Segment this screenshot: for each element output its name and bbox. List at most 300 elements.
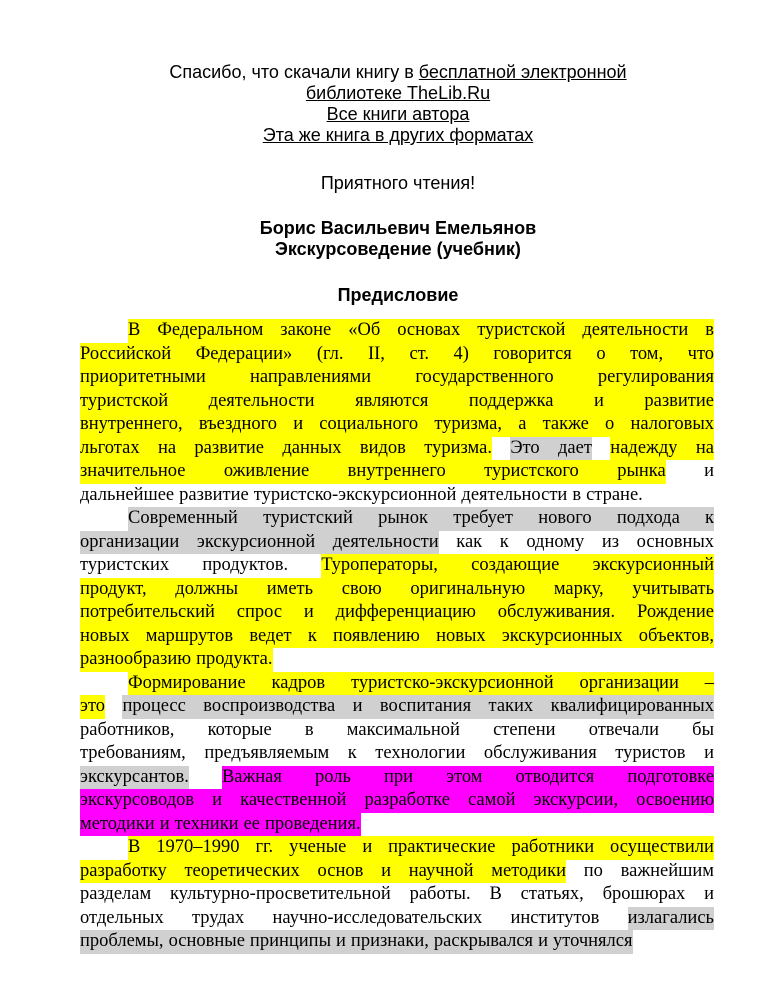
word: предъявляемым — [204, 743, 330, 763]
word: принципы — [250, 930, 331, 954]
word: о — [605, 413, 614, 437]
text-line — [80, 554, 714, 578]
word: методики — [491, 860, 566, 884]
word-gap — [471, 883, 490, 907]
word: новых — [436, 625, 486, 649]
word: оригинальную — [410, 578, 525, 602]
paragraph — [80, 319, 714, 507]
word: В — [128, 836, 140, 860]
word: появлению — [333, 625, 420, 649]
word-gap — [105, 695, 122, 719]
word: Современный — [128, 507, 238, 531]
word: бы — [692, 719, 715, 740]
word-gap — [342, 437, 360, 461]
word: являются — [355, 390, 428, 414]
word-gap — [556, 719, 589, 743]
word: трудах — [191, 907, 245, 928]
word: социального — [319, 413, 418, 437]
word: ее — [244, 813, 260, 837]
word: Туроператоры, — [321, 554, 438, 578]
word-gap — [335, 695, 352, 719]
word-gap — [513, 507, 538, 531]
thanks-line-3 — [80, 104, 716, 125]
word-gap — [343, 343, 368, 367]
word: степени — [493, 719, 556, 740]
thanks-line-2 — [80, 83, 716, 104]
word-gap — [526, 413, 542, 437]
word: организации — [80, 531, 179, 555]
word: на — [696, 437, 714, 461]
word-gap — [167, 860, 185, 884]
word: и — [353, 695, 363, 719]
word: подхода — [617, 507, 680, 531]
text-line — [80, 625, 714, 649]
word: культурно-просветительной — [170, 884, 391, 904]
word-gap — [380, 319, 397, 343]
word-gap — [496, 836, 512, 860]
word: экскурсии, — [534, 789, 619, 813]
word-gap — [688, 319, 705, 343]
word: 1970–1990 — [156, 836, 239, 860]
word: излагались — [628, 907, 714, 931]
text-line — [80, 319, 714, 343]
word: свою — [342, 578, 382, 602]
word-gap — [663, 343, 688, 367]
word: основные — [169, 930, 245, 954]
word: на — [158, 437, 176, 461]
word-gap — [446, 460, 484, 484]
word-gap — [502, 883, 521, 907]
word-gap — [263, 319, 280, 343]
word-gap — [559, 554, 592, 578]
word-gap — [428, 507, 453, 531]
word: работников, — [80, 719, 175, 740]
thanks-line-4 — [80, 125, 716, 146]
word: экскурсионной — [197, 531, 315, 555]
word: брошюрах — [602, 884, 686, 904]
word-gap — [460, 319, 477, 343]
word-gap — [194, 789, 212, 813]
word: обслуживания. — [498, 601, 615, 625]
word: марку, — [554, 578, 604, 602]
word-gap — [292, 625, 308, 649]
word: надежду — [610, 437, 677, 461]
word: регулирования — [598, 366, 714, 390]
word: техники — [175, 813, 239, 837]
word-gap — [482, 531, 500, 555]
word: деятельности — [461, 484, 568, 505]
word: новых — [80, 625, 130, 649]
word-gap — [288, 554, 321, 578]
greeting: Приятного чтения! — [320, 173, 476, 193]
word: признаки, — [351, 930, 429, 954]
word-gap — [189, 766, 222, 790]
word: ученые — [289, 836, 346, 860]
word: экскурсоводов — [80, 789, 194, 813]
word-gap — [599, 907, 627, 931]
preface-text — [80, 319, 714, 954]
word: Важная — [222, 766, 282, 790]
text-line — [80, 648, 714, 672]
text-line — [80, 836, 714, 860]
text-line — [80, 484, 714, 508]
word-gap — [169, 554, 202, 578]
text-line — [80, 460, 714, 484]
word-gap — [346, 789, 364, 813]
text-line — [80, 813, 714, 837]
word: и — [594, 390, 604, 414]
word: Рождение — [637, 601, 714, 625]
word-gap — [309, 460, 347, 484]
word-gap — [206, 366, 250, 390]
word: создающие — [471, 554, 559, 578]
word-gap — [363, 695, 380, 719]
word: дальнейшее — [80, 484, 175, 505]
word-gap — [282, 766, 315, 790]
word: туристского — [484, 460, 579, 484]
word: оживление — [224, 460, 309, 484]
word-gap — [147, 578, 176, 602]
word: по — [583, 860, 603, 881]
word: одному — [526, 531, 585, 552]
word-gap — [509, 531, 527, 555]
word-gap — [685, 883, 704, 907]
word-gap — [418, 413, 434, 437]
word-gap — [371, 366, 415, 390]
text-line — [80, 672, 714, 696]
word-gap — [238, 578, 267, 602]
word: туристских — [80, 555, 170, 575]
word-gap — [130, 625, 146, 649]
text-line — [80, 578, 714, 602]
word: основах — [397, 319, 460, 343]
word-gap — [554, 390, 594, 414]
word: также — [543, 413, 589, 437]
word-gap — [554, 672, 580, 696]
word-gap — [272, 719, 305, 743]
word: въездного — [199, 413, 277, 437]
word: в — [705, 319, 714, 343]
word-gap — [264, 437, 282, 461]
word-gap — [382, 578, 411, 602]
word: к — [308, 625, 317, 649]
word-gap — [615, 601, 637, 625]
word-gap — [420, 625, 436, 649]
word: туристской — [80, 390, 168, 414]
thanks-line — [80, 62, 716, 83]
book-title: Экскурсоведение (учебник) — [275, 239, 521, 259]
word: осуществили — [610, 836, 714, 860]
word: Федерации» — [196, 343, 293, 367]
word: развитие — [194, 437, 264, 461]
word-gap — [566, 860, 584, 884]
word: работы. — [409, 884, 471, 904]
word-gap — [317, 625, 333, 649]
word: раскрывался — [434, 930, 533, 954]
word: (гл. — [317, 343, 344, 367]
word: воспитания — [380, 695, 471, 719]
word-gap — [686, 742, 705, 766]
word: «Об — [348, 319, 380, 343]
word-gap — [469, 343, 494, 367]
word: В — [128, 319, 140, 343]
word: разнообразию — [80, 648, 191, 672]
thanks-text: Спасибо, что скачали книгу в — [169, 62, 419, 82]
word: Это — [510, 437, 539, 461]
word-gap — [606, 343, 631, 367]
word: из — [601, 531, 620, 552]
word: объектов, — [639, 625, 714, 649]
word-gap — [315, 390, 355, 414]
word-gap — [482, 766, 515, 790]
word-gap — [233, 625, 249, 649]
word: подготовке — [627, 766, 714, 790]
word-gap — [429, 343, 454, 367]
word-gap — [385, 343, 410, 367]
word: важнейшим — [620, 860, 714, 881]
word-gap — [171, 343, 196, 367]
thanks-block — [80, 62, 716, 146]
word-gap — [619, 531, 637, 555]
word: продукт, — [80, 578, 147, 602]
word: проведения. — [265, 813, 361, 837]
word: потребительский — [80, 601, 215, 625]
word: которые — [207, 719, 272, 740]
word: продукта. — [196, 648, 272, 672]
word-gap — [572, 343, 597, 367]
paragraph — [80, 836, 714, 954]
word-gap — [240, 836, 256, 860]
word-gap — [277, 413, 293, 437]
word: развитие — [644, 390, 714, 414]
word: иметь — [267, 578, 313, 602]
word: институтов — [510, 907, 600, 928]
word: освоению — [636, 789, 714, 813]
word: отводится — [516, 766, 595, 790]
word-gap — [186, 695, 203, 719]
word-gap — [313, 578, 342, 602]
word-gap — [151, 883, 170, 907]
word: внутреннего — [348, 460, 446, 484]
word: это — [80, 695, 105, 719]
text-line — [80, 907, 714, 931]
word: статьях, — [520, 884, 584, 904]
word: к — [499, 531, 509, 552]
word-gap — [592, 507, 617, 531]
word: рынок — [378, 507, 428, 531]
word-gap — [325, 672, 351, 696]
word-gap — [465, 742, 484, 766]
word: работники — [511, 836, 594, 860]
word: основ — [318, 860, 364, 884]
word-gap — [315, 531, 333, 555]
word-gap — [391, 883, 410, 907]
word: должны — [175, 578, 238, 602]
word: процесс — [122, 695, 185, 719]
word: отдельных — [80, 907, 164, 928]
word-gap — [363, 860, 381, 884]
word: экскурсантов. — [80, 766, 189, 790]
word: к — [705, 507, 714, 531]
word: в — [304, 719, 314, 740]
word: рынка — [617, 460, 666, 484]
text-line — [80, 789, 714, 813]
word-gap — [292, 343, 317, 367]
word: методики — [80, 813, 155, 837]
word-gap — [282, 601, 304, 625]
word: отвечали — [588, 719, 659, 740]
word: научно-исследовательских — [272, 907, 483, 928]
word-gap — [623, 625, 639, 649]
word-gap — [597, 742, 616, 766]
word: туристской — [477, 319, 565, 343]
thelib-link[interactable]: библиотеке TheLib.Ru — [305, 83, 491, 103]
word: разделам — [80, 884, 152, 904]
word: поддержка — [469, 390, 554, 414]
word: развитие — [179, 484, 249, 505]
word: направлениями — [250, 366, 371, 390]
word-gap — [140, 437, 158, 461]
word-gap — [618, 789, 636, 813]
word-gap — [486, 625, 502, 649]
free-library-link[interactable]: бесплатной электронной — [418, 62, 627, 82]
word: ст. — [409, 343, 429, 367]
word: требованиям, — [80, 743, 186, 763]
word: II, — [368, 343, 385, 367]
word-gap — [603, 860, 621, 884]
word-gap — [438, 554, 471, 578]
word-gap — [482, 907, 510, 931]
word: спрос — [237, 601, 282, 625]
word-gap — [357, 742, 376, 766]
author-books-link[interactable]: Все книги автора — [326, 104, 470, 124]
word-gap — [592, 437, 610, 461]
word-gap — [492, 437, 510, 461]
text-line — [80, 930, 714, 954]
word: качественной — [240, 789, 346, 813]
word: максимальной — [346, 719, 460, 740]
word: организации — [580, 672, 679, 696]
word: разработку — [80, 860, 167, 884]
word: требует — [453, 507, 513, 531]
word: экскурсионных — [502, 625, 623, 649]
text-line — [80, 437, 714, 461]
text-line — [80, 719, 714, 743]
word-gap — [589, 413, 605, 437]
word-gap — [471, 695, 488, 719]
word-gap — [164, 907, 192, 931]
word-gap — [594, 766, 627, 790]
word: научной — [409, 860, 474, 884]
word-gap — [185, 460, 223, 484]
word: к — [347, 743, 357, 763]
word: таких — [489, 695, 534, 719]
word: и — [304, 601, 314, 625]
word: Формирование — [128, 672, 246, 696]
word-gap — [439, 531, 457, 555]
word: о — [596, 343, 605, 367]
word: законе — [280, 319, 331, 343]
text-line — [80, 695, 714, 719]
word: туризма. — [424, 437, 492, 461]
word-gap — [346, 836, 362, 860]
word-gap — [168, 390, 208, 414]
word-gap — [584, 883, 603, 907]
word: государственного — [415, 366, 553, 390]
word-gap — [614, 413, 630, 437]
section-title: Предисловие — [337, 285, 459, 305]
word-gap — [565, 319, 582, 343]
word: туристский — [263, 507, 353, 531]
word: 4) — [453, 343, 468, 367]
word: Российской — [80, 343, 171, 367]
word-gap — [604, 390, 644, 414]
word: и — [160, 813, 170, 837]
paragraph — [80, 672, 714, 837]
word-gap — [179, 531, 197, 555]
word: говорится — [493, 343, 571, 367]
word-gap — [174, 719, 207, 743]
other-formats-link[interactable]: Эта же книга в других форматах — [262, 125, 534, 145]
word: а — [518, 413, 526, 437]
word-gap — [238, 507, 263, 531]
word-gap — [579, 460, 617, 484]
word: воспроизводства — [203, 695, 335, 719]
word-gap — [222, 789, 240, 813]
word-gap — [554, 366, 598, 390]
word-gap — [273, 836, 289, 860]
word: и — [362, 836, 372, 860]
word: ведет — [249, 625, 291, 649]
word: что — [688, 343, 714, 367]
word-gap — [474, 860, 492, 884]
word: самой — [468, 789, 516, 813]
word: и — [293, 413, 303, 437]
word: деятельности — [209, 390, 315, 414]
word: этом — [446, 766, 482, 790]
word: основных — [636, 531, 715, 552]
word: и — [704, 743, 714, 763]
text-line — [80, 413, 714, 437]
word: внутреннего, — [80, 413, 183, 437]
word-gap — [314, 601, 336, 625]
word: гг. — [255, 836, 273, 860]
text-line — [80, 531, 714, 555]
word: теоретических — [184, 860, 299, 884]
word-gap — [329, 742, 348, 766]
word-gap — [140, 836, 156, 860]
word: учитывать — [632, 578, 714, 602]
word: значительное — [80, 460, 185, 484]
word: обслуживания — [483, 743, 597, 763]
word: при — [384, 766, 413, 790]
word-gap — [215, 601, 237, 625]
text-line — [80, 601, 714, 625]
text-line — [80, 883, 714, 907]
word: роль — [315, 766, 351, 790]
word: налоговых — [630, 413, 714, 437]
word-gap — [351, 766, 384, 790]
word-gap — [331, 319, 348, 343]
word: и — [704, 461, 714, 481]
text-line — [80, 742, 714, 766]
text-line — [80, 766, 714, 790]
text-line — [80, 860, 714, 884]
word-gap — [140, 319, 157, 343]
word-gap — [679, 672, 705, 696]
word: квалифицированных — [551, 695, 714, 719]
word-gap — [533, 695, 550, 719]
